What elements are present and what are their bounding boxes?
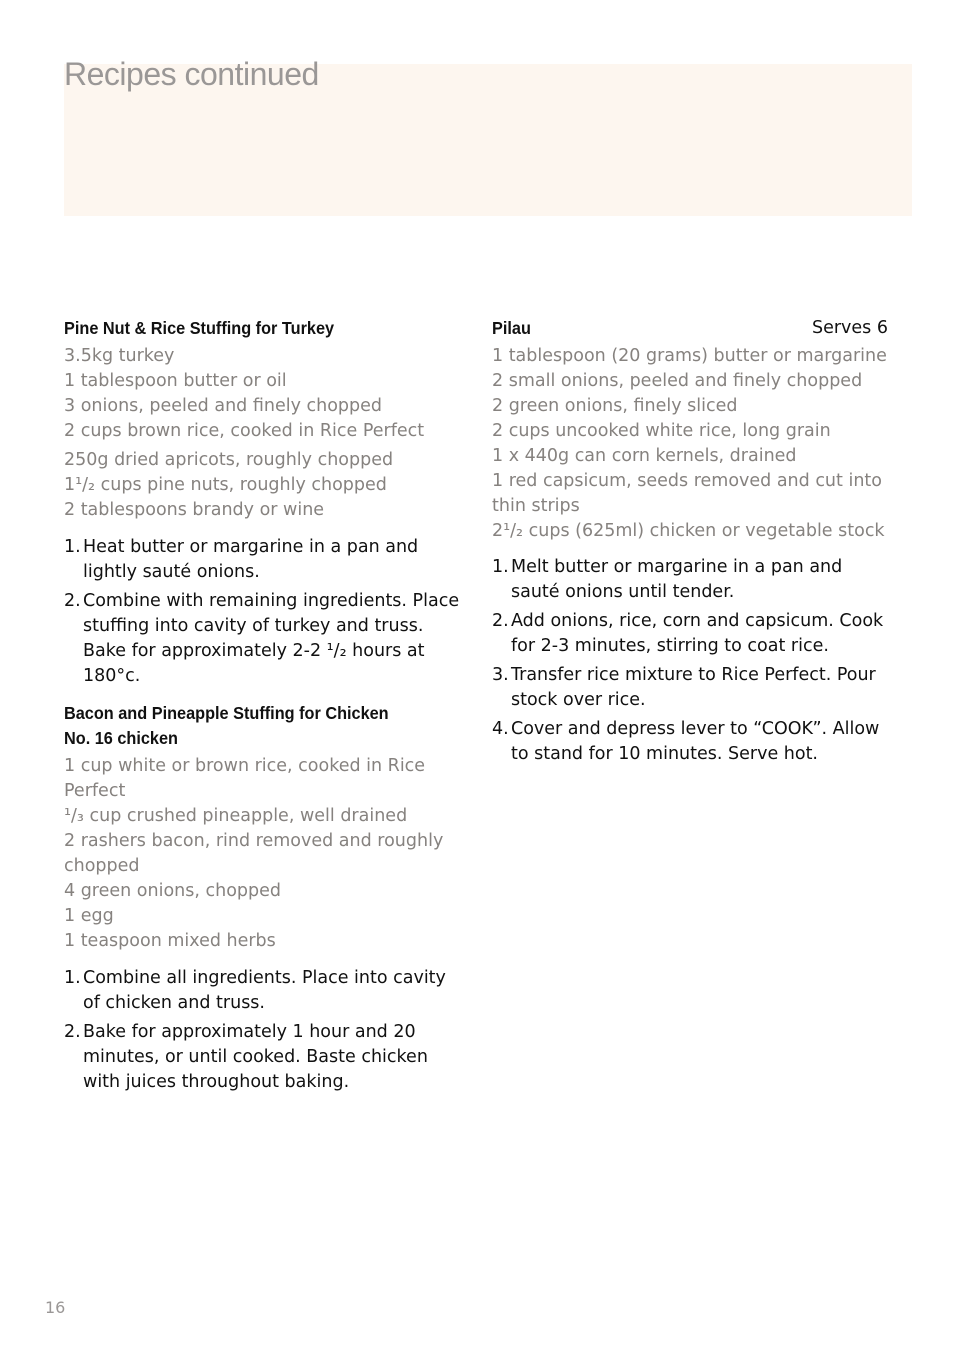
method-step <box>64 589 464 689</box>
method-step <box>64 535 464 585</box>
ingredient-item: 1¹/₂ cups pine nuts, roughly chopped <box>64 475 387 495</box>
ingredient-item: 3.5kg turkey <box>64 346 175 366</box>
step-number: 2. <box>64 1022 81 1042</box>
method-step <box>64 1020 464 1095</box>
step-text: Transfer rice mixture to Rice Perfect. Pour stock over rice. <box>511 665 876 710</box>
ingredient-item: 3 onions, peeled and finely chopped <box>64 396 382 416</box>
method-step <box>492 555 892 605</box>
ingredient-list <box>492 344 892 544</box>
ingredient-item: 1 x 440g can corn kernels, drained <box>492 446 797 466</box>
method-steps <box>64 966 464 1095</box>
recipe-pilau <box>492 316 892 767</box>
ingredient-list <box>64 754 464 954</box>
method-step <box>492 663 892 713</box>
left-column <box>64 316 464 1099</box>
ingredient-item: 2 green onions, finely sliced <box>492 396 738 416</box>
step-number: 1. <box>64 537 81 557</box>
recipe-title: Bacon and Pineapple Stuffing for Chicken <box>64 703 389 723</box>
ingredient-item: 1 egg <box>64 906 114 926</box>
right-column <box>492 316 892 771</box>
ingredient-item: 1 tablespoon (20 grams) butter or margarine <box>492 346 887 366</box>
recipe-bacon-pineapple-stuffing <box>64 701 464 1095</box>
ingredient-item: 2 tablespoons brandy or wine <box>64 500 325 520</box>
step-text: Combine with remaining ingredients. Place stuffing into cavity of turkey and truss. Bake for approximately 2-2 ¹/₂ hours at 180°c. <box>83 591 460 686</box>
method-step <box>492 609 892 659</box>
step-number: 1. <box>64 968 81 988</box>
page-number: 16 <box>45 1298 66 1317</box>
ingredient-item: 2 rashers bacon, rind removed and roughly chopped <box>64 831 444 876</box>
method-step <box>64 966 464 1016</box>
serves-label: Serves 6 <box>811 318 888 338</box>
ingredient-item: ¹/₃ cup crushed pineapple, well drained <box>64 806 408 826</box>
ingredient-item: 1 red capsicum, seeds removed and cut into thin strips <box>492 471 882 516</box>
step-number: 1. <box>492 557 509 577</box>
ingredient-item: 2 small onions, peeled and finely chopped <box>492 371 863 391</box>
step-text: Bake for approximately 1 hour and 20 minutes, or until cooked. Baste chicken with juices throughout baking. <box>83 1022 428 1092</box>
method-steps <box>492 555 892 767</box>
ingredient-item: 1 cup white or brown rice, cooked in Rice Perfect <box>64 756 426 801</box>
ingredient-list <box>64 344 464 523</box>
method-step <box>492 717 892 767</box>
step-text: Heat butter or margarine in a pan and lightly sauté onions. <box>83 537 419 582</box>
method-steps <box>64 535 464 689</box>
step-text: Add onions, rice, corn and capsicum. Cook for 2-3 minutes, stirring to coat rice. <box>511 611 884 656</box>
ingredient-item: 4 green onions, chopped <box>64 881 282 901</box>
ingredient-item: 2 cups uncooked white rice, long grain <box>492 421 831 441</box>
step-text: Melt butter or margarine in a pan and sauté onions until tender. <box>511 557 843 602</box>
ingredient-item: 2 cups brown rice, cooked in Rice Perfect <box>64 421 425 441</box>
step-text: Combine all ingredients. Place into cavity of chicken and truss. <box>83 968 446 1013</box>
step-number: 2. <box>64 591 81 611</box>
ingredient-item: 1 teaspoon mixed herbs <box>64 931 276 951</box>
ingredient-item: 2¹/₂ cups (625ml) chicken or vegetable stock <box>492 521 885 541</box>
ingredient-item: 250g dried apricots, roughly chopped <box>64 450 394 470</box>
ingredient-item: 1 tablespoon butter or oil <box>64 371 287 391</box>
recipe-subtitle: No. 16 chicken <box>64 728 178 748</box>
step-text: Cover and depress lever to “COOK”. Allow to stand for 10 minutes. Serve hot. <box>511 719 880 764</box>
page-title: Recipes continued <box>64 56 319 92</box>
recipe-title-row <box>492 316 892 341</box>
step-number: 4. <box>492 719 509 739</box>
step-number: 2. <box>492 611 509 631</box>
recipe-pine-nut-stuffing <box>64 316 464 689</box>
recipe-title: Pilau <box>492 318 531 338</box>
recipe-title: Pine Nut & Rice Stuffing for Turkey <box>64 318 335 338</box>
step-number: 3. <box>492 665 509 685</box>
